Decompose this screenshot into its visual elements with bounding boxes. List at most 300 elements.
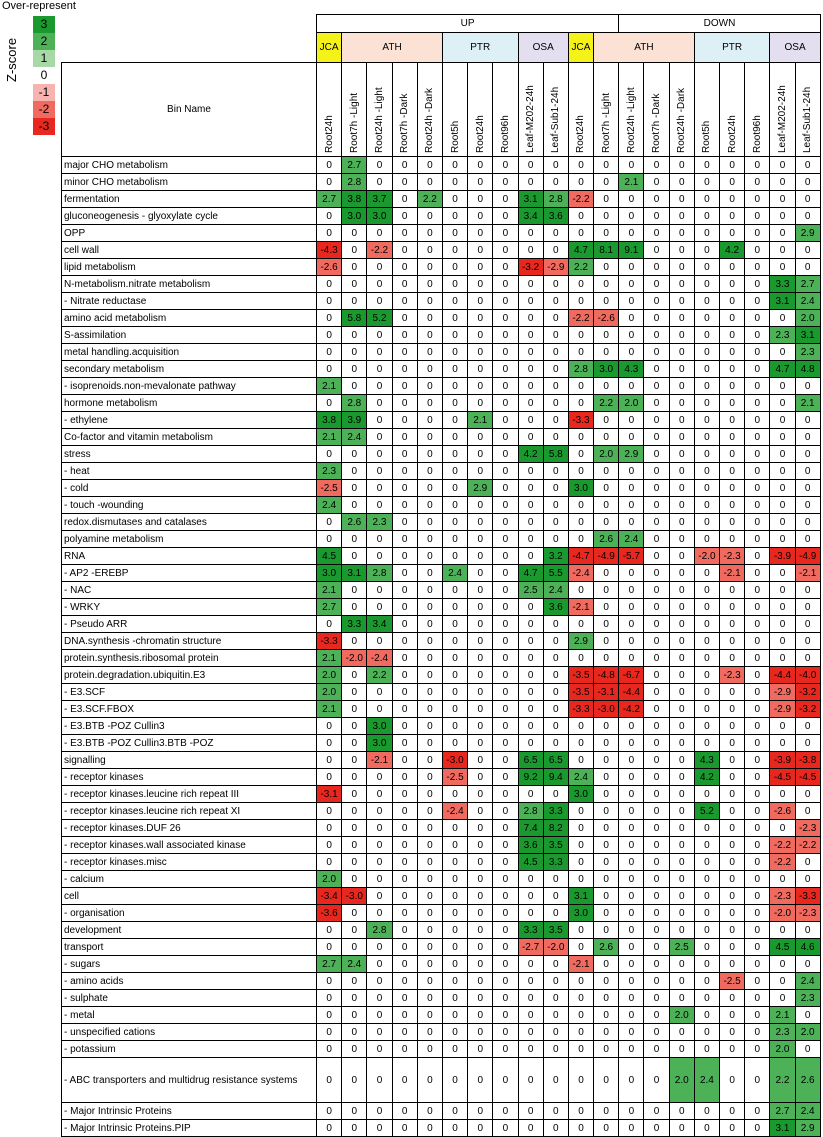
heatmap-cell: 0 xyxy=(468,1041,493,1058)
heatmap-cell: 0 xyxy=(720,327,745,344)
heatmap-cell: 0 xyxy=(619,752,644,769)
heatmap-cell: 0 xyxy=(442,905,467,922)
heatmap-cell: 0 xyxy=(468,820,493,837)
heatmap-cell: 0 xyxy=(669,514,694,531)
heatmap-cell: 3.9 xyxy=(342,412,367,429)
heatmap-cell: 0 xyxy=(442,497,467,514)
heatmap-cell: 0 xyxy=(442,191,467,208)
heatmap-cell: 2.0 xyxy=(619,395,644,412)
heatmap-cell: 0 xyxy=(543,905,568,922)
bin-name-cell: - receptor kinases.leucine rich repeat XI xyxy=(62,803,317,820)
heatmap-cell: 0 xyxy=(317,837,342,854)
heatmap-cell: 0 xyxy=(694,888,719,905)
heatmap-cell: 0 xyxy=(720,820,745,837)
heatmap-cell: 0 xyxy=(644,582,669,599)
heatmap-cell: 0 xyxy=(720,871,745,888)
heatmap-cell: 0 xyxy=(619,208,644,225)
heatmap-cell: 0 xyxy=(795,157,820,174)
heatmap-cell: 0 xyxy=(342,344,367,361)
heatmap-cell: 0 xyxy=(745,973,770,990)
table-row xyxy=(62,378,821,395)
heatmap-cell: 0 xyxy=(442,582,467,599)
heatmap-cell: 0 xyxy=(518,429,543,446)
heatmap-cell: 0 xyxy=(720,735,745,752)
heatmap-cell: -3.3 xyxy=(795,888,820,905)
heatmap-cell: 2.3 xyxy=(367,514,392,531)
heatmap-cell: 2.8 xyxy=(367,922,392,939)
heatmap-cell: 0 xyxy=(694,157,719,174)
bin-name-cell: Co-factor and vitamin metabolism xyxy=(62,429,317,446)
heatmap-cell: 0 xyxy=(518,888,543,905)
heatmap-cell: 0 xyxy=(417,1041,442,1058)
heatmap-cell: 0 xyxy=(417,497,442,514)
heatmap-cell: -2.3 xyxy=(795,905,820,922)
heatmap-cell: 0 xyxy=(619,327,644,344)
heatmap-cell: 0 xyxy=(619,769,644,786)
heatmap-cell: 0 xyxy=(694,854,719,871)
heatmap-cell: 0 xyxy=(543,225,568,242)
heatmap-cell: 0 xyxy=(594,1058,619,1103)
heatmap-cell: 0 xyxy=(720,412,745,429)
heatmap-cell: 0 xyxy=(694,1103,719,1120)
table-row xyxy=(62,684,821,701)
heatmap-cell: 0 xyxy=(342,854,367,871)
heatmap-cell: 0 xyxy=(619,225,644,242)
bin-name-cell: - E3.SCF xyxy=(62,684,317,701)
heatmap-cell: 0 xyxy=(417,650,442,667)
table-row xyxy=(62,633,821,650)
heatmap-cell: 0 xyxy=(594,208,619,225)
heatmap-cell: 0 xyxy=(644,956,669,973)
heatmap-cell: 0 xyxy=(568,1103,593,1120)
heatmap-cell: 0 xyxy=(568,463,593,480)
bin-name-cell: transport xyxy=(62,939,317,956)
table-row xyxy=(62,1024,821,1041)
heatmap-cell: 0 xyxy=(392,837,417,854)
heatmap-cell: 0 xyxy=(367,854,392,871)
heatmap-cell: 0 xyxy=(669,667,694,684)
heatmap-cell: 5.2 xyxy=(367,310,392,327)
heatmap-cell: 0 xyxy=(392,259,417,276)
heatmap-cell: 0 xyxy=(342,905,367,922)
heatmap-cell: 0 xyxy=(644,242,669,259)
heatmap-cell: 0 xyxy=(669,548,694,565)
heatmap-cell: 0 xyxy=(417,888,442,905)
table-row xyxy=(62,990,821,1007)
heatmap-cell: 3.0 xyxy=(317,565,342,582)
legend-swatch: 3 xyxy=(33,16,55,33)
heatmap-cell: 0 xyxy=(745,769,770,786)
heatmap-cell: 0 xyxy=(392,599,417,616)
heatmap-cell: 3.3 xyxy=(518,922,543,939)
heatmap-cell: 0 xyxy=(745,310,770,327)
heatmap-cell: -2.9 xyxy=(543,259,568,276)
heatmap-cell: 0 xyxy=(644,684,669,701)
heatmap-cell: 0 xyxy=(468,497,493,514)
heatmap-cell: 0 xyxy=(392,412,417,429)
table-row xyxy=(62,939,821,956)
bin-name-cell: protein.degradation.ubiquitin.E3 xyxy=(62,667,317,684)
heatmap-cell: 0 xyxy=(644,1007,669,1024)
heatmap-cell: 0 xyxy=(493,973,518,990)
bin-name-cell: - E3.BTB -POZ Cullin3.BTB -POZ xyxy=(62,735,317,752)
heatmap-cell: 0 xyxy=(619,1007,644,1024)
heatmap-cell: 0 xyxy=(644,1024,669,1041)
heatmap-cell: 0 xyxy=(720,293,745,310)
table-row xyxy=(62,616,821,633)
heatmap-cell: 0 xyxy=(669,378,694,395)
heatmap-cell: 0 xyxy=(594,327,619,344)
heatmap-cell: 0 xyxy=(669,208,694,225)
heatmap-cell: 0 xyxy=(317,1120,342,1137)
heatmap-cell: 0 xyxy=(417,429,442,446)
heatmap-cell: 0 xyxy=(594,735,619,752)
heatmap-cell: 0 xyxy=(644,820,669,837)
heatmap-cell: 0 xyxy=(493,905,518,922)
heatmap-cell: 0 xyxy=(442,378,467,395)
heatmap-cell: 0 xyxy=(669,1024,694,1041)
heatmap-cell: 0 xyxy=(770,208,795,225)
heatmap-cell: 0 xyxy=(694,293,719,310)
heatmap-cell: 0 xyxy=(720,633,745,650)
heatmap-cell: -2.4 xyxy=(568,565,593,582)
heatmap-cell: 0 xyxy=(367,820,392,837)
heatmap-cell: 0 xyxy=(493,769,518,786)
heatmap-cell: 0 xyxy=(317,446,342,463)
heatmap-cell: 0 xyxy=(644,701,669,718)
heatmap-cell: -4.3 xyxy=(317,242,342,259)
heatmap-cell: 0 xyxy=(594,293,619,310)
heatmap-cell: 0 xyxy=(342,582,367,599)
heatmap-cell: 0 xyxy=(417,463,442,480)
heatmap-cell: 0 xyxy=(367,837,392,854)
heatmap-cell: 4.2 xyxy=(720,242,745,259)
heatmap-cell: 0 xyxy=(644,667,669,684)
heatmap-cell: 0 xyxy=(795,174,820,191)
heatmap-cell: 0 xyxy=(669,684,694,701)
heatmap-cell: 0 xyxy=(795,616,820,633)
heatmap-cell: 0 xyxy=(493,225,518,242)
heatmap-cell: 2.7 xyxy=(342,157,367,174)
heatmap-cell: 0 xyxy=(644,1041,669,1058)
heatmap-cell: 0 xyxy=(669,1041,694,1058)
heatmap-cell: 0 xyxy=(694,582,719,599)
heatmap-cell: 0 xyxy=(619,905,644,922)
heatmap-cell: 3.3 xyxy=(770,276,795,293)
heatmap-cell: -4.9 xyxy=(594,548,619,565)
bin-name-cell: - potassium xyxy=(62,1041,317,1058)
heatmap-cell: 0 xyxy=(594,157,619,174)
heatmap-cell: 2.1 xyxy=(317,701,342,718)
heatmap-cell: 0 xyxy=(770,310,795,327)
heatmap-cell: 0 xyxy=(518,480,543,497)
heatmap-cell: 0 xyxy=(770,735,795,752)
heatmap-cell: 0 xyxy=(694,497,719,514)
heatmap-cell: 0 xyxy=(518,956,543,973)
heatmap-cell: 2.5 xyxy=(518,582,543,599)
heatmap-cell: 2.0 xyxy=(669,1058,694,1103)
heatmap-cell: 0 xyxy=(644,548,669,565)
heatmap-cell: 0 xyxy=(543,973,568,990)
heatmap-cell: 0 xyxy=(493,174,518,191)
table-row xyxy=(62,956,821,973)
heatmap-cell: 0 xyxy=(342,803,367,820)
heatmap-cell: 0 xyxy=(392,446,417,463)
table-row xyxy=(62,922,821,939)
heatmap-cell: 0 xyxy=(468,973,493,990)
heatmap-cell: 0 xyxy=(644,344,669,361)
heatmap-cell: 5.5 xyxy=(543,565,568,582)
heatmap-cell: 2.9 xyxy=(468,480,493,497)
heatmap-cell: 2.0 xyxy=(317,667,342,684)
heatmap-cell: -3.0 xyxy=(594,701,619,718)
heatmap-cell: 0 xyxy=(468,429,493,446)
heatmap-cell: 0 xyxy=(417,854,442,871)
heatmap-cell: 3.1 xyxy=(568,888,593,905)
heatmap-cell: 0 xyxy=(342,242,367,259)
heatmap-cell: 0 xyxy=(795,854,820,871)
heatmap-cell: 0 xyxy=(745,191,770,208)
heatmap-cell: 0 xyxy=(543,174,568,191)
heatmap-cell: 0 xyxy=(468,1007,493,1024)
heatmap-cell: 3.0 xyxy=(367,208,392,225)
heatmap-cell: 0 xyxy=(669,871,694,888)
heatmap-cell: 0 xyxy=(644,854,669,871)
heatmap-cell: 0 xyxy=(745,531,770,548)
heatmap-cell: 0 xyxy=(694,531,719,548)
heatmap-cell: 0 xyxy=(543,310,568,327)
heatmap-cell: 2.0 xyxy=(795,310,820,327)
heatmap-cell: 0 xyxy=(317,327,342,344)
table-row xyxy=(62,650,821,667)
heatmap-cell: 0 xyxy=(669,701,694,718)
heatmap-cell: 0 xyxy=(568,990,593,1007)
heatmap-cell: 0 xyxy=(518,667,543,684)
heatmap-cell: 0 xyxy=(442,871,467,888)
heatmap-cell: 0 xyxy=(417,242,442,259)
heatmap-cell: 0 xyxy=(543,684,568,701)
heatmap-cell: 0 xyxy=(594,616,619,633)
heatmap-cell: 0 xyxy=(795,735,820,752)
heatmap-cell: 0 xyxy=(367,361,392,378)
heatmap-cell: -6.7 xyxy=(619,667,644,684)
heatmap-cell: 0 xyxy=(392,667,417,684)
heatmap-cell: 0 xyxy=(442,718,467,735)
condition-header xyxy=(367,63,392,157)
heatmap-cell: 0 xyxy=(417,395,442,412)
heatmap-cell: 0 xyxy=(317,990,342,1007)
heatmap-cell: 0 xyxy=(493,718,518,735)
heatmap-cell: 0 xyxy=(594,871,619,888)
heatmap-cell: 0 xyxy=(619,1041,644,1058)
heatmap-cell: 0 xyxy=(468,378,493,395)
heatmap-cell: 0 xyxy=(745,735,770,752)
heatmap-cell: 0 xyxy=(493,650,518,667)
heatmap-cell: 0 xyxy=(392,905,417,922)
heatmap-cell: 0 xyxy=(720,157,745,174)
bin-name-cell: redox.dismutases and catalases xyxy=(62,514,317,531)
heatmap-cell: 0 xyxy=(644,786,669,803)
heatmap-cell: 0 xyxy=(442,1041,467,1058)
condition-label: Root24h xyxy=(474,115,486,153)
heatmap-cell: 0 xyxy=(518,276,543,293)
heatmap-cell: 2.4 xyxy=(442,565,467,582)
heatmap-cell: 2.8 xyxy=(518,803,543,820)
heatmap-cell: 0 xyxy=(543,871,568,888)
heatmap-cell: 0 xyxy=(317,174,342,191)
heatmap-cell: 0 xyxy=(392,225,417,242)
table-row xyxy=(62,1041,821,1058)
heatmap-cell: 0 xyxy=(619,412,644,429)
heatmap-cell: 3.8 xyxy=(342,191,367,208)
bin-name-cell: - AP2 -EREBP xyxy=(62,565,317,582)
heatmap-cell: -4.5 xyxy=(795,769,820,786)
heatmap-cell: 0 xyxy=(770,922,795,939)
species-group-header: OSA xyxy=(518,33,568,63)
heatmap-cell: 0 xyxy=(694,361,719,378)
heatmap-cell: 0 xyxy=(543,344,568,361)
legend-swatch: -2 xyxy=(33,101,55,118)
heatmap-cell: 0 xyxy=(694,990,719,1007)
heatmap-cell: 0 xyxy=(543,701,568,718)
heatmap-cell: 0 xyxy=(694,820,719,837)
table-row xyxy=(62,157,821,174)
heatmap-cell: 0 xyxy=(493,565,518,582)
bin-name-cell: - receptor kinases.leucine rich repeat III xyxy=(62,786,317,803)
heatmap-cell: 0 xyxy=(518,1120,543,1137)
heatmap-cell: 0 xyxy=(493,803,518,820)
bin-name-cell: - unspecified cations xyxy=(62,1024,317,1041)
heatmap-cell: 0 xyxy=(342,497,367,514)
heatmap-cell: 2.9 xyxy=(795,1120,820,1137)
heatmap-cell: 0 xyxy=(644,293,669,310)
bin-name-cell: stress xyxy=(62,446,317,463)
heatmap-cell: 0 xyxy=(493,871,518,888)
heatmap-cell: 0 xyxy=(342,735,367,752)
heatmap-cell: 0 xyxy=(568,871,593,888)
heatmap-cell: 0 xyxy=(644,480,669,497)
heatmap-cell: 0 xyxy=(594,599,619,616)
heatmap-cell: 0 xyxy=(543,378,568,395)
heatmap-cell: 0 xyxy=(619,1024,644,1041)
heatmap-cell: 0 xyxy=(745,633,770,650)
heatmap-cell: -2.6 xyxy=(770,803,795,820)
heatmap-cell: 0 xyxy=(493,837,518,854)
heatmap-cell: 0 xyxy=(619,1103,644,1120)
zscore-legend xyxy=(33,16,55,135)
heatmap-cell: 0 xyxy=(720,514,745,531)
table-row xyxy=(62,395,821,412)
heatmap-cell: 0 xyxy=(367,446,392,463)
heatmap-cell: -2.7 xyxy=(518,939,543,956)
heatmap-cell: 4.2 xyxy=(518,446,543,463)
heatmap-cell: 0 xyxy=(493,888,518,905)
heatmap-cell: 0 xyxy=(392,786,417,803)
heatmap-cell: 4.5 xyxy=(770,939,795,956)
heatmap-cell: 0 xyxy=(367,1041,392,1058)
heatmap-cell: 0 xyxy=(367,888,392,905)
heatmap-cell: -2.3 xyxy=(770,888,795,905)
heatmap-cell: 0 xyxy=(694,242,719,259)
heatmap-cell: 0 xyxy=(543,361,568,378)
heatmap-cell: 0 xyxy=(468,174,493,191)
heatmap-cell: 0 xyxy=(518,701,543,718)
heatmap-cell: 0 xyxy=(392,973,417,990)
heatmap-cell: 0 xyxy=(342,837,367,854)
heatmap-cell: 2.2 xyxy=(367,667,392,684)
heatmap-cell: 4.7 xyxy=(568,242,593,259)
condition-label: Leaf-M202-24h xyxy=(525,85,537,153)
heatmap-cell: 0 xyxy=(644,871,669,888)
table-row xyxy=(62,497,821,514)
heatmap-cell: 0 xyxy=(694,735,719,752)
heatmap-cell: 0 xyxy=(770,378,795,395)
heatmap-cell: 0 xyxy=(392,1041,417,1058)
heatmap-cell: 0 xyxy=(770,990,795,1007)
heatmap-cell: 0 xyxy=(518,361,543,378)
heatmap-cell: 0 xyxy=(644,735,669,752)
heatmap-cell: -2.1 xyxy=(795,565,820,582)
heatmap-cell: 0 xyxy=(417,973,442,990)
heatmap-cell: -2.3 xyxy=(720,548,745,565)
heatmap-cell: 0 xyxy=(543,956,568,973)
heatmap-cell: 0 xyxy=(468,667,493,684)
heatmap-cell: 0 xyxy=(442,1007,467,1024)
heatmap-cell: 0 xyxy=(518,157,543,174)
heatmap-cell: 0 xyxy=(619,837,644,854)
heatmap-cell: 0 xyxy=(644,174,669,191)
heatmap-cell: 0 xyxy=(518,1103,543,1120)
heatmap-cell: 0 xyxy=(594,786,619,803)
heatmap-cell: 0 xyxy=(392,684,417,701)
heatmap-cell: 0 xyxy=(493,1024,518,1041)
table-row xyxy=(62,429,821,446)
heatmap-cell: 0 xyxy=(367,378,392,395)
heatmap-cell: 0 xyxy=(417,1103,442,1120)
condition-label: Root7h -Dark xyxy=(399,93,411,153)
heatmap-cell: -3.1 xyxy=(317,786,342,803)
heatmap-cell: 0 xyxy=(644,208,669,225)
heatmap-cell: 0 xyxy=(342,480,367,497)
heatmap-cell: 0 xyxy=(619,582,644,599)
legend-title: Over-represent xyxy=(2,0,76,12)
heatmap-cell: 0 xyxy=(543,990,568,1007)
heatmap-cell: 4.5 xyxy=(518,854,543,871)
heatmap-cell: 0 xyxy=(417,786,442,803)
heatmap-cell: 0 xyxy=(468,837,493,854)
heatmap-cell: 0 xyxy=(417,361,442,378)
heatmap-cell: 0 xyxy=(795,531,820,548)
heatmap-cell: 0 xyxy=(493,463,518,480)
heatmap-cell: 0 xyxy=(392,854,417,871)
heatmap-cell: 0 xyxy=(417,446,442,463)
heatmap-cell: 0 xyxy=(317,939,342,956)
heatmap-cell: 0 xyxy=(669,293,694,310)
heatmap-cell: 0 xyxy=(594,463,619,480)
heatmap-cell: 0 xyxy=(795,378,820,395)
heatmap-cell: 3.1 xyxy=(518,191,543,208)
bin-name-cell: - sulphate xyxy=(62,990,317,1007)
direction-header: UP xyxy=(317,15,619,33)
condition-label: Root24h xyxy=(726,115,738,153)
heatmap-cell: -2.6 xyxy=(594,310,619,327)
heatmap-cell: 0 xyxy=(392,1120,417,1137)
heatmap-cell: 2.0 xyxy=(770,1041,795,1058)
heatmap-cell: 0 xyxy=(442,701,467,718)
heatmap-cell: 0 xyxy=(543,463,568,480)
heatmap-cell: 0 xyxy=(493,242,518,259)
heatmap-cell: 0 xyxy=(317,616,342,633)
